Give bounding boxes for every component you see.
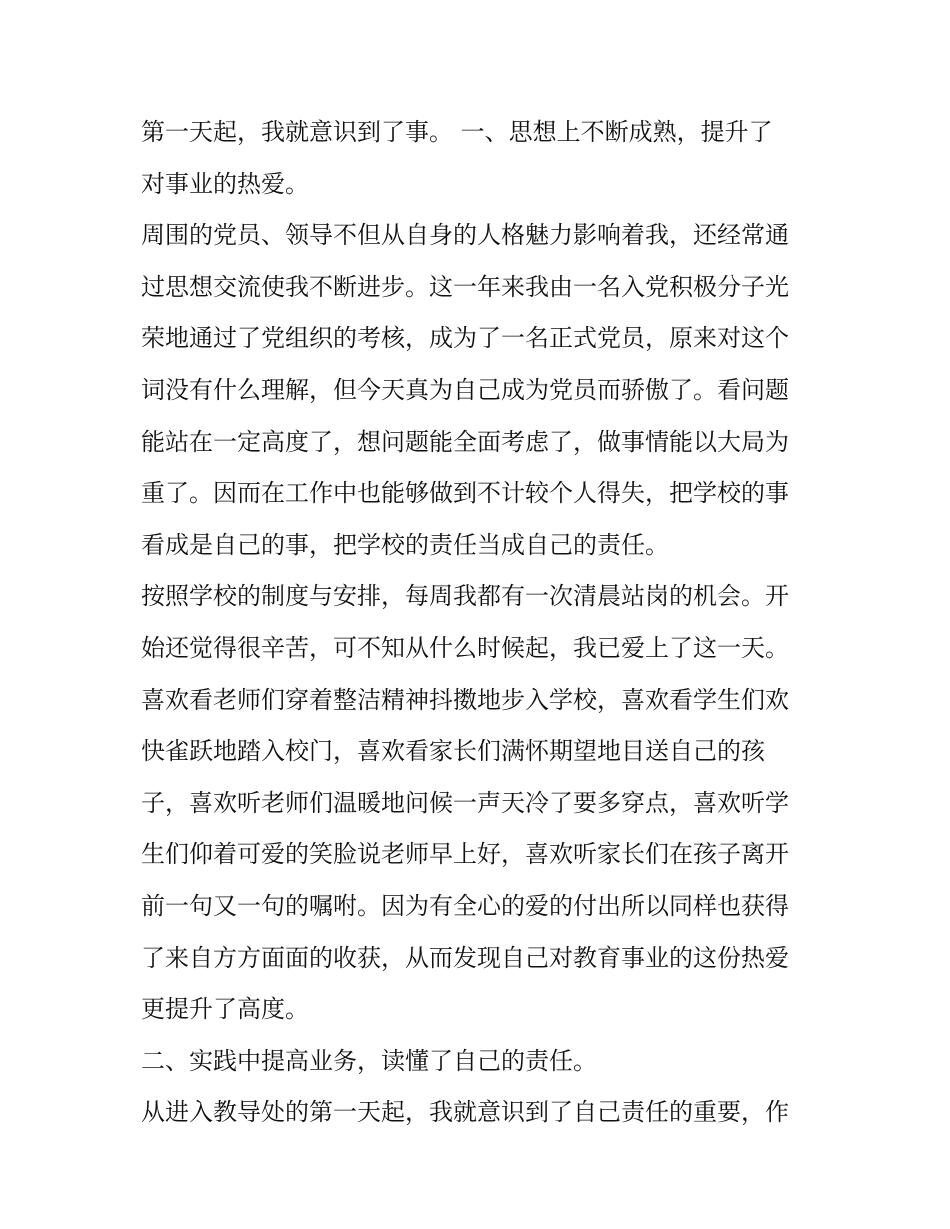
text-line: 过思想交流使我不断进步。这一年来我由一名入党积极分子光	[141, 272, 789, 301]
text-line: 周围的党员、领导不但从自身的人格魅力影响着我，还经常通	[141, 221, 789, 250]
text-line: 了来自方方面面的收获，从而发现自己对教育事业的这份热爱	[141, 943, 789, 972]
text-line: 按照学校的制度与安排，每周我都有一次清晨站岗的机会。开	[141, 582, 789, 611]
text-line: 始还觉得很辛苦，可不知从什么时候起，我已爱上了这一天。	[141, 633, 789, 662]
text-line: 生们仰着可爱的笑脸说老师早上好，喜欢听家长们在孩子离开	[141, 840, 789, 869]
text-line: 子，喜欢听老师们温暖地问候一声天冷了要多穿点，喜欢听学	[141, 788, 789, 817]
text-line: 从进入教导处的第一天起，我就意识到了自己责任的重要，作	[141, 1098, 789, 1127]
text-line: 看成是自己的事，把学校的责任当成自己的责任。	[141, 530, 669, 559]
text-line: 词没有什么理解，但今天真为自己成为党员而骄傲了。看问题	[141, 375, 789, 404]
text-line: 前一句又一句的嘱咐。因为有全心的爱的付出所以同样也获得	[141, 891, 789, 920]
text-line: 喜欢看老师们穿着整洁精神抖擞地步入学校，喜欢看学生们欢	[141, 685, 789, 714]
text-line: 第一天起，我就意识到了事。 一、思想上不断成熟，提升了	[141, 118, 773, 146]
text-line: 对事业的热爱。	[141, 169, 309, 198]
document-body	[141, 107, 821, 1139]
text-line: 更提升了高度。	[141, 995, 309, 1024]
text-line: 能站在一定高度了，想问题能全面考虑了，做事情能以大局为	[141, 427, 789, 456]
text-line: 快雀跃地踏入校门，喜欢看家长们满怀期望地目送自己的孩	[141, 737, 765, 766]
section-heading: 二、实践中提高业务，读懂了自己的责任。	[141, 1046, 597, 1075]
text-line: 重了。因而在工作中也能够做到不计较个人得失，把学校的事	[141, 479, 789, 508]
text-line: 荣地通过了党组织的考核，成为了一名正式党员，原来对这个	[141, 324, 789, 353]
